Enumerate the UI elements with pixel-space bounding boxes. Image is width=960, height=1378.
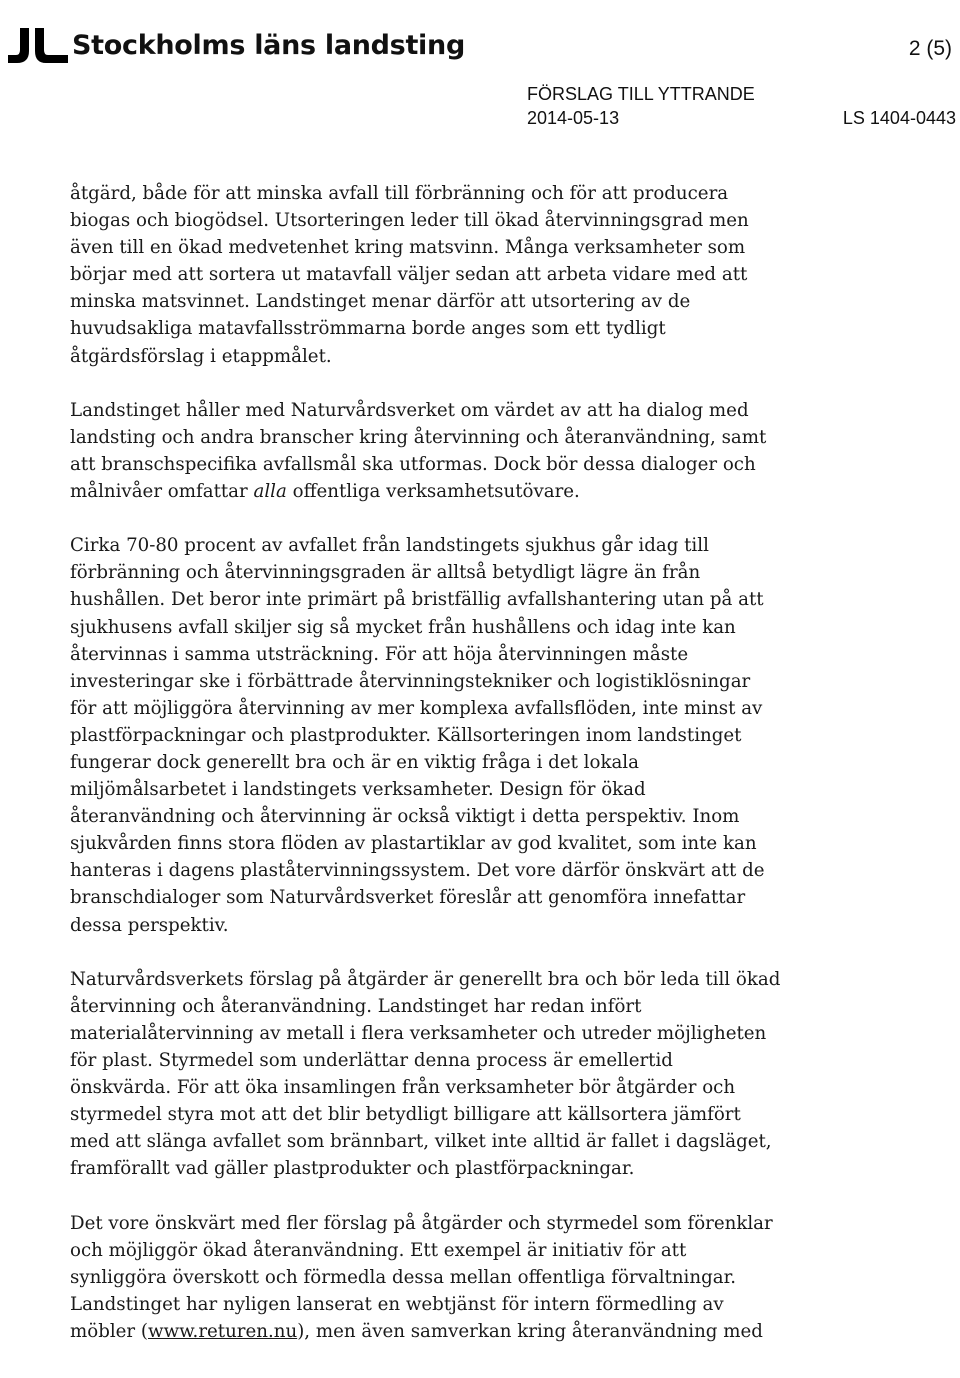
text-line: fungerar dock generellt bra och är en viktig fråga i det lokala — [70, 751, 639, 773]
text-line: återvinnas i samma utsträckning. För att höja återvinningen måste — [70, 643, 689, 665]
text-line: materialåtervinning av metall i flera verksamheter och utreder möjligheten — [70, 1022, 767, 1044]
page-number: 2 (5) — [908, 37, 952, 60]
paragraph — [70, 397, 930, 505]
text-line: sjukhusens avfall skiljer sig så mycket från hushållens och idag inte kan — [70, 616, 736, 638]
text-line: investeringar ske i förbättrade återvinningstekniker och logistiklösningar — [70, 670, 751, 692]
text-segment: offentliga verksamhetsutövare. — [286, 481, 580, 503]
text-line: hushållen. Det beror inte primärt på bristfällig avfallshantering utan på att — [70, 589, 764, 611]
text-line: branschdialoger som Naturvårdsverket föreslår att genomföra innefattar — [70, 887, 746, 909]
text-line: huvudsakliga matavfallsströmmarna borde anges som ett tydligt — [70, 318, 666, 340]
text-line: hanteras i dagens plaståtervinningssystem. Det vore därför önskvärt att de — [70, 860, 765, 882]
text-line — [70, 478, 930, 505]
sll-logo-icon — [6, 26, 70, 66]
text-segment: ), men även samverkan kring återanvändning med — [297, 1320, 763, 1342]
text-line: återanvändning och återvinning är också viktigt i detta perspektiv. Inom — [70, 806, 740, 828]
paragraph — [70, 180, 930, 370]
document-body — [70, 180, 930, 1372]
document-type: FÖRSLAG TILL YTTRANDE — [527, 84, 755, 104]
text-line: åtgärdsförslag i etappmålet. — [70, 345, 332, 367]
text-line: biogas och biogödsel. Utsorteringen leder till ökad återvinningsgrad men — [70, 210, 749, 232]
paragraph — [70, 532, 930, 938]
text-line: för plast. Styrmedel som underlättar denna process är emellertid — [70, 1050, 673, 1071]
text-line: även till en ökad medvetenhet kring matsvinn. Många verksamheter som — [70, 237, 746, 259]
text-line — [70, 1318, 930, 1345]
text-line: framförallt vad gäller plastprodukter och plastförpackningar. — [70, 1158, 635, 1180]
returen-link[interactable]: www.returen.nu — [148, 1320, 298, 1342]
text-line: att branschspecifika avfallsmål ska utformas. Dock bör dessa dialoger och — [70, 453, 756, 475]
text-line: landsting och andra branscher kring återvinning och återanvändning, samt — [70, 426, 767, 448]
document-reference: LS 1404-0443 — [842, 108, 956, 128]
text-line: Cirka 70-80 procent av avfallet från landstingets sjukhus går idag till — [70, 535, 709, 557]
text-line: miljömålsarbetet i landstingets verksamheter. Design för ökad — [70, 779, 646, 801]
text-line: åtgärd, både för att minska avfall till förbränning och för att producera — [70, 183, 729, 204]
document-date: 2014-05-13 — [527, 108, 620, 128]
text-line: önskvärda. För att öka insamlingen från verksamheter bör åtgärder och — [70, 1077, 736, 1099]
text-line: förbränning och återvinningsgraden är alltså betydligt lägre än från — [70, 562, 701, 584]
text-segment: möbler ( — [70, 1320, 148, 1342]
text-line: med att slänga avfallet som brännbart, vilket inte alltid är fallet i dagsläget, — [70, 1131, 772, 1153]
text-line: börjar med att sortera ut matavfall väljer sedan att arbeta vidare med att — [70, 264, 748, 286]
text-line: Landstinget håller med Naturvårdsverket om värdet av att ha dialog med — [70, 399, 749, 421]
text-line: och möjliggör ökad återanvändning. Ett exempel är initiativ för att — [70, 1239, 687, 1261]
text-line: styrmedel styra mot att det blir betydligt billigare att källsortera jämfört — [70, 1104, 741, 1126]
text-line: synliggöra överskott och förmedla dessa mellan offentliga förvaltningar. — [70, 1266, 737, 1288]
text-line: Naturvårdsverkets förslag på åtgärder är generellt bra och bör leda till ökad — [70, 968, 781, 990]
text-line: dessa perspektiv. — [70, 914, 229, 936]
organization-name: Stockholms läns landsting — [72, 30, 465, 61]
text-segment: målnivåer omfattar — [70, 481, 254, 503]
paragraph — [70, 1210, 930, 1345]
text-line: Det vore önskvärt med fler förslag på åtgärder och styrmedel som förenklar — [70, 1212, 773, 1234]
text-line: återvinning och återanvändning. Landstinget har redan infört — [70, 995, 642, 1017]
text-line: Landstinget har nyligen lanserat en webtjänst för intern förmedling av — [70, 1293, 724, 1315]
emphasized-word: alla — [253, 481, 287, 503]
text-line: plastförpackningar och plastprodukter. Källsorteringen inom landstinget — [70, 724, 742, 746]
text-line: minska matsvinnet. Landstinget menar därför att utsortering av de — [70, 291, 691, 313]
text-line: sjukvården finns stora flöden av plastartiklar av god kvalitet, som inte kan — [70, 833, 757, 855]
paragraph — [70, 966, 930, 1183]
text-line: för att möjliggöra återvinning av mer komplexa avfallsflöden, inte minst av — [70, 697, 763, 719]
